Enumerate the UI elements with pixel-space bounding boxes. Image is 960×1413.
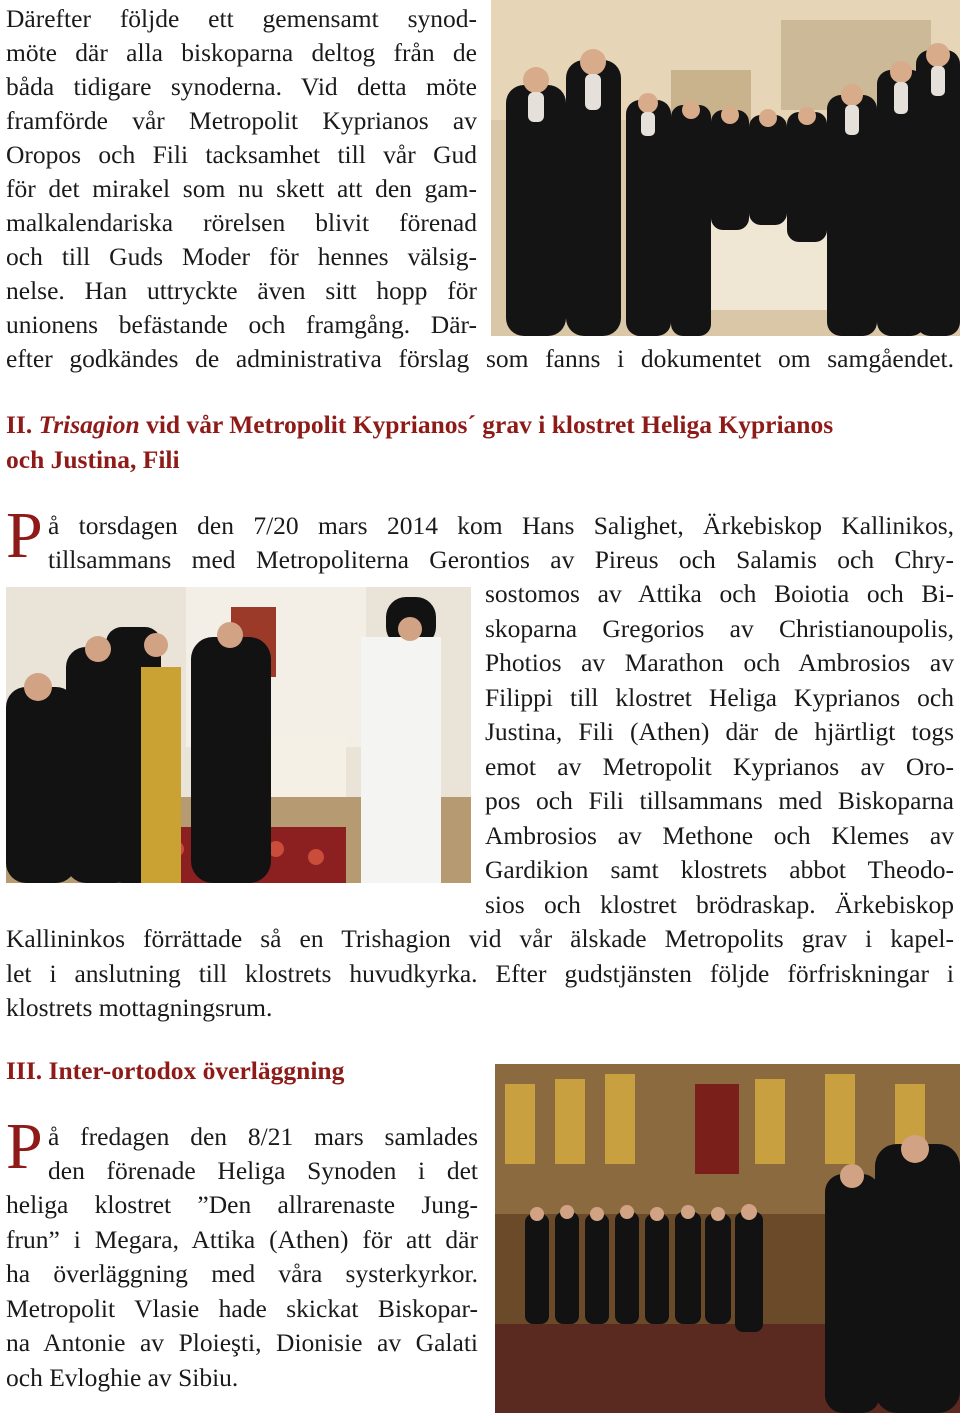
text-line: ha överläggning med våra systerkyrkor.	[6, 1259, 478, 1288]
text-line: å fredagen den 8/21 mars samlades	[48, 1122, 478, 1151]
section2-heading-line2: och Justina, Fili	[6, 445, 180, 474]
text-line: Photios av Marathon och Ambrosios av	[485, 648, 954, 677]
text-line: och Evloghie av Sibiu.	[6, 1363, 239, 1392]
text-line: och till Guds Moder för hennes välsig-	[6, 242, 477, 271]
text-line: Gardikion samt klostrets abbot Theodo-	[485, 855, 954, 884]
text-line: å torsdagen den 7/20 mars 2014 kom Hans Salighet, Ärkebiskop Kallinikos,	[48, 511, 954, 540]
text-line: pos och Fili tillsammans med Biskoparna	[485, 786, 954, 815]
text-line: Kallininkos förrättade så en Trishagion vid vår älskade Metropolits grav i kapel-	[6, 924, 954, 953]
text-line: Metropolit Vlasie hade skickat Biskopar-	[6, 1294, 478, 1323]
text-line: Justina, Fili (Athen) där de hjärtligt togs	[485, 717, 954, 746]
text-line: för det mirakel som nu skett att den gam-	[6, 174, 477, 203]
text-line: heliga klostret ”Den allrarenaste Jung-	[6, 1190, 478, 1219]
text-line: unionens befästande och framgång. Där-	[6, 310, 477, 339]
photo-bishops-group	[491, 0, 960, 336]
text-line: sostomos av Attika och Boiotia och Bi-	[485, 579, 954, 608]
section2-heading	[6, 408, 956, 442]
text-line: framförde vår Metropolit Kyprianos av	[6, 106, 477, 135]
text-line: emot av Metropolit Kyprianos av Oro-	[485, 752, 954, 781]
heading-number: II.	[6, 410, 33, 439]
text-line: sios och klostret brödraskap. Ärkebiskop	[485, 890, 954, 919]
photo-synod-church	[495, 1064, 960, 1413]
dropcap: P	[6, 1110, 43, 1183]
text-line: Ambrosios av Methone och Klemes av	[485, 821, 954, 850]
section3-heading: III. Inter-ortodox överläggning	[6, 1056, 345, 1085]
text-line: let i anslutning till klostrets huvudkyrka. Efter gudstjänsten följde förfriskningar i	[6, 959, 954, 988]
text-line: skoparna Gregorios av Christianoupolis,	[485, 614, 954, 643]
heading-rest: vid vår Metropolit Kyprianos´ grav i klostret Heliga Kyprianos	[139, 410, 834, 439]
text-line: Därefter följde ett gemensamt synod-	[6, 4, 477, 33]
photo-trisagion-grave	[6, 587, 471, 883]
text-line: den förenade Heliga Synoden i det	[48, 1156, 478, 1185]
text-line: na Antonie av Ploieşti, Dionisie av Galati	[6, 1328, 478, 1357]
text-line: malkalendariska rörelsen blivit förenad	[6, 208, 477, 237]
text-line: båda tidigare synoderna. Vid detta möte	[6, 72, 477, 101]
text-line: efter godkändes de administrativa förslag som fanns i dokumentet om samgåendet.	[6, 344, 954, 373]
text-line: nelse. Han uttryckte även sitt hopp för	[6, 276, 477, 305]
text-line: frun” i Megara, Attika (Athen) för att där	[6, 1225, 478, 1254]
text-line: tillsammans med Metropoliterna Gerontios av Pireus och Salamis och Chry-	[48, 545, 954, 574]
text-line: Filippi till klostret Heliga Kyprianos och	[485, 683, 954, 712]
text-line: Oropos och Fili tacksamhet till vår Gud	[6, 140, 477, 169]
text-line: möte där alla biskoparna deltog från de	[6, 38, 477, 67]
heading-italic: Trisagion	[38, 410, 140, 439]
dropcap: P	[6, 499, 43, 572]
text-line: klostrets mottagningsrum.	[6, 993, 273, 1022]
